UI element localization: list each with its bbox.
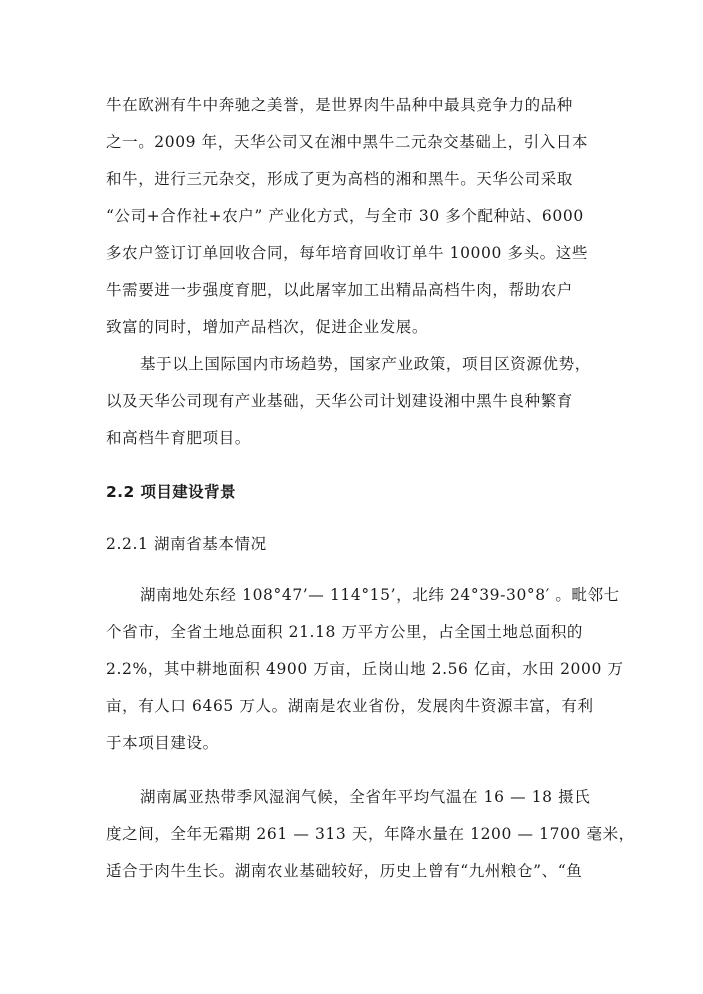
- subsection-heading: 2.2.1 湖南省基本情况: [106, 535, 267, 553]
- text-line: 牛需要进一步强度育肥，以此屠宰加工出精品高档牛肉，帮助农户: [106, 281, 573, 299]
- text-line: 度之间，全年无霜期 261 — 313 天，年降水量在 1200 — 1700 毫米，: [106, 825, 635, 843]
- text-line: 湖南地处东经 108°47’— 114°15’，北纬 24°39-30°8′ 。毗邻七: [140, 586, 620, 604]
- text-line: 亩，有人口 6465 万人。湖南是农业省份，发展肉牛资源丰富，有利: [106, 697, 594, 715]
- text-line: 牛在欧洲有牛中奔驰之美誉，是世界肉牛品种中最具竞争力的品种: [106, 96, 573, 114]
- text-line: 以及天华公司现有产业基础，天华公司计划建设湘中黑牛良种繁育: [106, 392, 573, 410]
- text-line: 湖南属亚热带季风湿润气候，全省年平均气温在 16 — 18 摄氏: [140, 788, 591, 806]
- text-line: 致富的同时，增加产品档次，促进企业发展。: [106, 318, 429, 336]
- text-line: 个省市，全省土地总面积 21.18 万平方公里，占全国土地总面积的: [106, 623, 584, 641]
- text-line: 基于以上国际国内市场趋势，国家产业政策，项目区资源优势，: [140, 355, 591, 373]
- text-line: 之一。2009 年，天华公司又在湘中黑牛二元杂交基础上，引入日本: [106, 133, 589, 151]
- text-line: 于本项目建设。: [106, 734, 219, 752]
- text-line: 和高档牛育肥项目。: [106, 429, 251, 447]
- section-heading: 2.2 项目建设背景: [106, 483, 236, 501]
- text-line: 适合于肉牛生长。湖南农业基础较好，历史上曾有“九州粮仓”、“鱼: [106, 862, 583, 880]
- text-line: 多农户签订订单回收合同，每年培育回收订单牛 10000 多头。这些: [106, 244, 588, 262]
- text-line: “公司+合作社+农户” 产业化方式，与全市 30 多个配种站、6000: [106, 207, 584, 225]
- text-line: 和牛，进行三元杂交，形成了更为高档的湘和黑牛。天华公司采取: [106, 170, 573, 188]
- text-line: 2.2%，其中耕地面积 4900 万亩，丘岗山地 2.56 亿亩，水田 2000 万: [106, 660, 624, 678]
